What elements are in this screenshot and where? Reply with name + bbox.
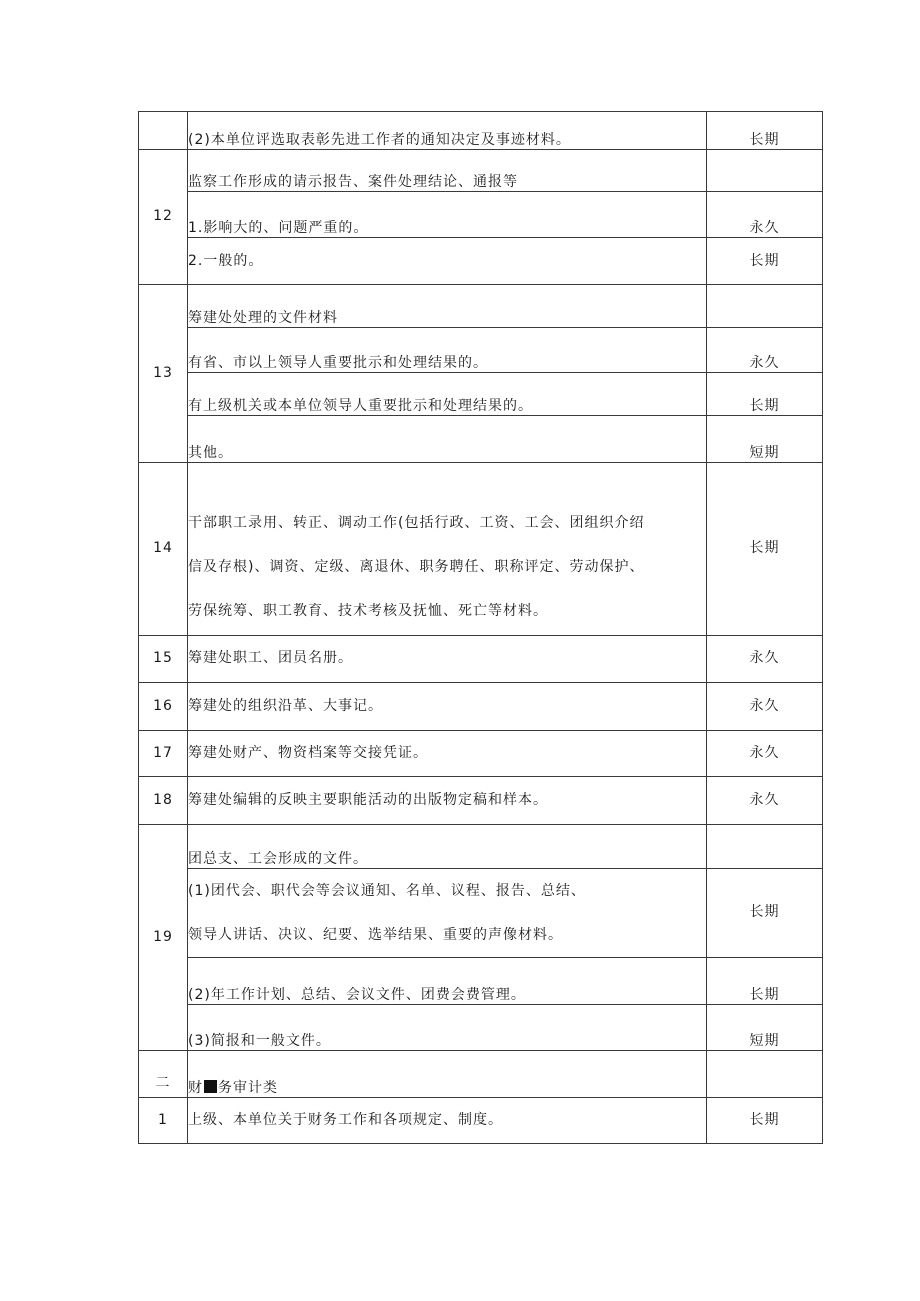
table-row xyxy=(139,463,823,636)
retention-period: 永久 xyxy=(707,777,823,825)
retention-period: 永久 xyxy=(707,731,823,777)
retention-period: 长期 xyxy=(707,112,823,150)
section-heading-post: 务审计类 xyxy=(218,1079,278,1096)
retention-period: 永久 xyxy=(707,328,823,373)
redaction-block-icon xyxy=(204,1080,217,1093)
row-number: 14 xyxy=(139,463,188,636)
item-text: 其他。 xyxy=(188,416,707,463)
row-number: 13 xyxy=(139,285,188,463)
retention-period: 短期 xyxy=(707,416,823,463)
row-number: 19 xyxy=(139,825,188,1051)
table-row xyxy=(139,192,823,238)
table-row xyxy=(139,1005,823,1051)
row-number xyxy=(139,112,188,150)
table-row xyxy=(139,825,823,869)
retention-period: 永久 xyxy=(707,636,823,683)
item-text: 筹建处职工、团员名册。 xyxy=(188,636,707,683)
table-row xyxy=(139,150,823,192)
table-row xyxy=(139,636,823,683)
item-text: 筹建处编辑的反映主要职能活动的出版物定稿和样本。 xyxy=(188,777,707,825)
item-line: 劳保统筹、职工教育、技术考核及抚恤、死亡等材料。 xyxy=(188,603,548,619)
table-row xyxy=(139,1098,823,1144)
item-text: 筹建处财产、物资档案等交接凭证。 xyxy=(188,731,707,777)
retention-period: 长期 xyxy=(707,958,823,1005)
item-line: 信及存根)、调资、定级、离退休、职务聘任、职称评定、劳动保护、 xyxy=(188,559,645,575)
item-text-multiline xyxy=(188,869,707,958)
item-line: 干部职工录用、转正、调动工作(包括行政、工资、工会、团组织介绍 xyxy=(188,515,645,531)
table-row xyxy=(139,373,823,416)
table-row xyxy=(139,777,823,825)
item-heading: 团总支、工会形成的文件。 xyxy=(188,825,707,869)
retention-period: 长期 xyxy=(707,238,823,285)
item-line: 领导人讲话、决议、纪要、选举结果、重要的声像材料。 xyxy=(188,927,563,943)
row-number: 1 xyxy=(139,1098,188,1144)
row-number: 12 xyxy=(139,150,188,285)
retention-period: 短期 xyxy=(707,1005,823,1051)
table-row xyxy=(139,416,823,463)
table-row xyxy=(139,731,823,777)
retention-period: 长期 xyxy=(707,869,823,958)
item-text-multiline xyxy=(188,463,707,636)
table-row xyxy=(139,869,823,958)
item-text: 有省、市以上领导人重要批示和处理结果的。 xyxy=(188,328,707,373)
item-text: 筹建处的组织沿革、大事记。 xyxy=(188,683,707,731)
item-text: 上级、本单位关于财务工作和各项规定、制度。 xyxy=(188,1098,707,1144)
table-row xyxy=(139,112,823,150)
retention-period xyxy=(707,150,823,192)
table-row xyxy=(139,328,823,373)
item-text: (3)简报和一般文件。 xyxy=(188,1005,707,1051)
row-number: 17 xyxy=(139,731,188,777)
item-text: (2)年工作计划、总结、会议文件、团费会费管理。 xyxy=(188,958,707,1005)
row-number: 16 xyxy=(139,683,188,731)
retention-period: 永久 xyxy=(707,683,823,731)
item-text: 1.影响大的、问题严重的。 xyxy=(188,192,707,238)
section-heading xyxy=(188,1051,707,1098)
item-text: 有上级机关或本单位领导人重要批示和处理结果的。 xyxy=(188,373,707,416)
retention-period: 长期 xyxy=(707,1098,823,1144)
table-row xyxy=(139,238,823,285)
item-text: (2)本单位评选取表彰先进工作者的通知决定及事迹材料。 xyxy=(188,112,707,150)
item-text: 2.一般的。 xyxy=(188,238,707,285)
retention-period: 永久 xyxy=(707,192,823,238)
section-heading-pre: 财 xyxy=(188,1079,203,1096)
retention-period xyxy=(707,285,823,328)
table-row xyxy=(139,683,823,731)
retention-period: 长期 xyxy=(707,463,823,636)
item-heading: 筹建处处理的文件材料 xyxy=(188,285,707,328)
section-number: 二 xyxy=(139,1051,188,1098)
retention-period xyxy=(707,825,823,869)
item-line: (1)团代会、职代会等会议通知、名单、议程、报告、总结、 xyxy=(188,883,586,899)
table-row xyxy=(139,285,823,328)
table-row xyxy=(139,1051,823,1098)
retention-period: 长期 xyxy=(707,373,823,416)
table-row xyxy=(139,958,823,1005)
retention-schedule-table xyxy=(138,111,823,1144)
row-number: 15 xyxy=(139,636,188,683)
retention-period xyxy=(707,1051,823,1098)
item-heading: 监察工作形成的请示报告、案件处理结论、通报等 xyxy=(188,150,707,192)
row-number: 18 xyxy=(139,777,188,825)
